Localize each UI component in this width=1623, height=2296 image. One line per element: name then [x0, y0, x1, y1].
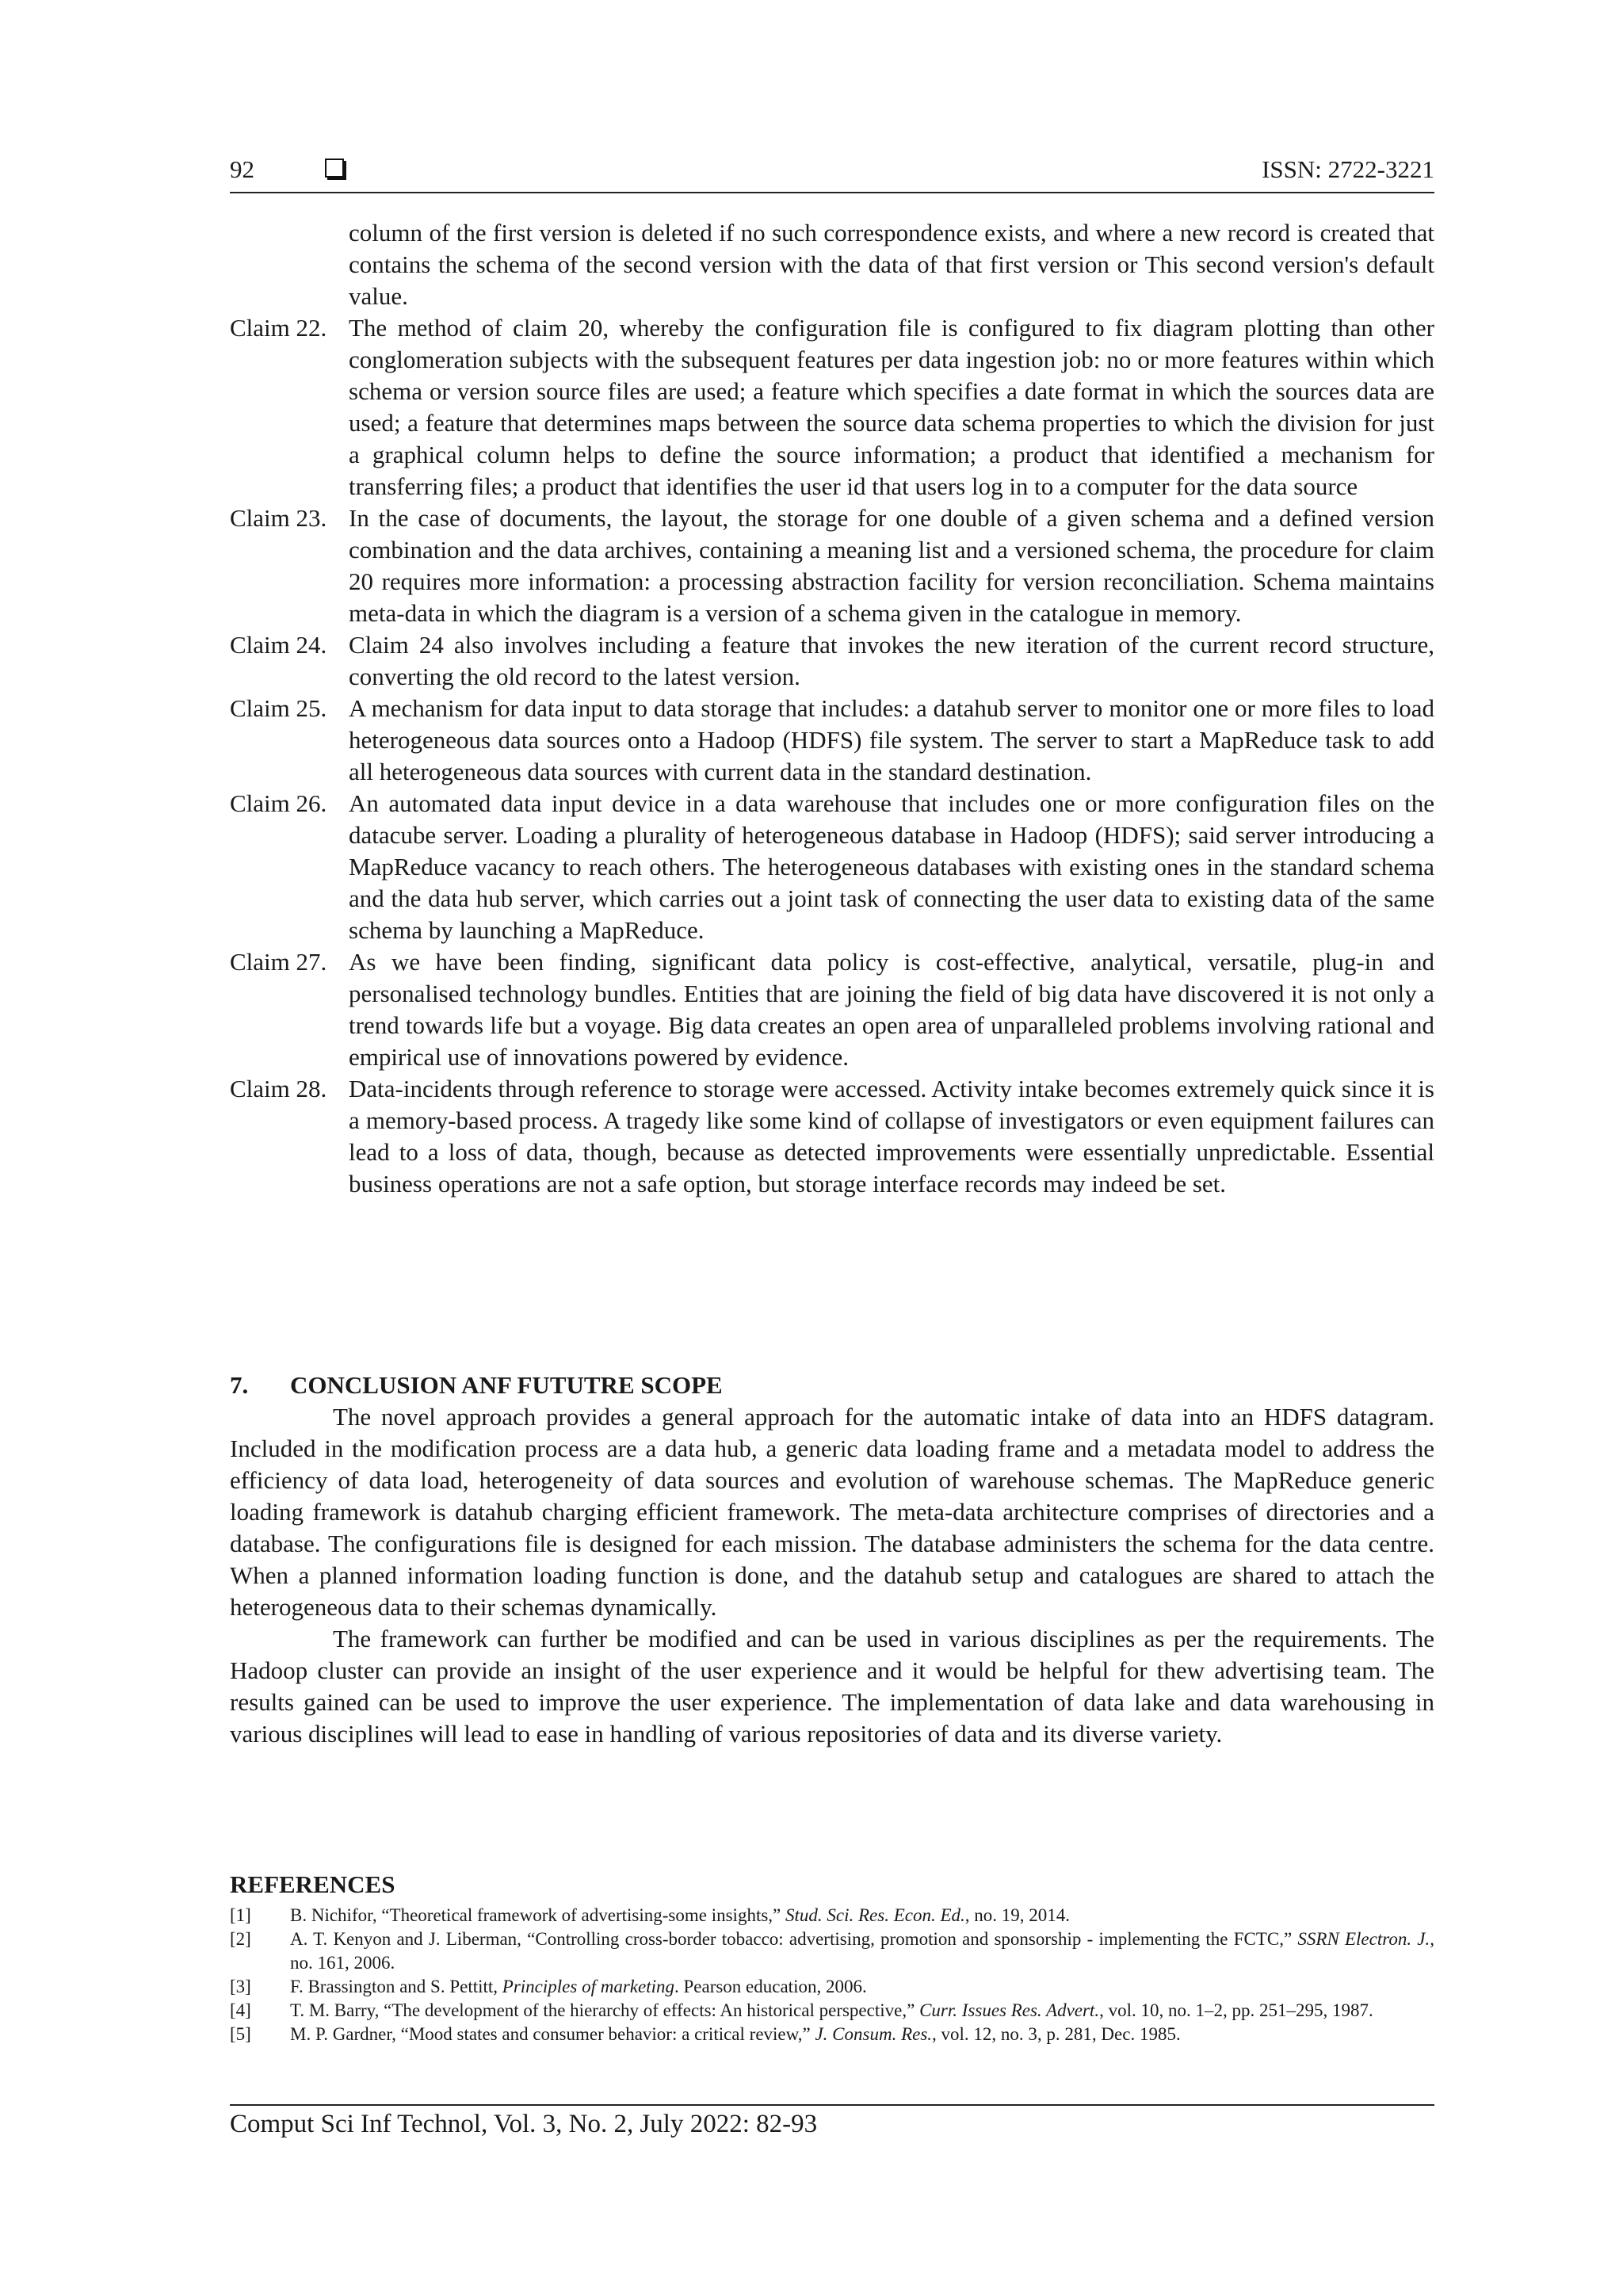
reference-venue: SSRN Electron. J.: [1297, 1929, 1430, 1949]
reference-item: [230, 1999, 1434, 2023]
page-header: [230, 155, 1434, 190]
claim-label: Claim 28.: [230, 1075, 327, 1102]
checkbox-square-icon: [325, 159, 344, 178]
reference-details: , vol. 12, no. 3, p. 281, Dec. 1985.: [932, 2024, 1181, 2044]
section-number: 7.: [230, 1371, 249, 1399]
claims-list: [230, 217, 1434, 1200]
reference-number: [3]: [230, 1977, 251, 1996]
reference-details: , no. 161, 2006.: [290, 1929, 1434, 1973]
claim-label: Claim 22.: [230, 314, 327, 342]
reference-authors-title: B. Nichifor, “Theoretical framework of advertising-some insights,”: [290, 1905, 785, 1925]
claim-25: [230, 693, 1434, 788]
footer-rule: [230, 2104, 1434, 2106]
reference-number: [2]: [230, 1929, 251, 1949]
reference-text: [290, 1927, 1434, 1975]
references-heading: REFERENCES: [230, 1870, 395, 1898]
paragraph: The novel approach provides a general approach for the automatic intake of data into an HDFS datagram. Included in the modification process are a data hub, a generic data loading frame and a metadata model to address the efficiency of data load, heterogeneity of data sources and evolution of warehouse schemas. The MapReduce generic loading framework is datahub charging efficient framework. The meta-data architecture comprises of directories and a database. The configurations file is designed for each mission. The database administers the schema for the data centre. When a planned information loading function is done, and the datahub setup and catalogues are shared to attach the heterogeneous data to their schemas dynamically.: [230, 1403, 1434, 1621]
reference-item: [230, 2023, 1434, 2046]
reference-venue: Stud. Sci. Res. Econ. Ed.: [785, 1905, 965, 1925]
reference-authors-title: A. T. Kenyon and J. Liberman, “Controlling cross-border tobacco: advertising, promotion and sponsorship - implementing the FCTC,”: [290, 1929, 1298, 1949]
claim-text: Data-incidents through reference to storage were accessed. Activity intake becomes extremely quick since it is a memory-based process. A tragedy like some kind of collapse of investigators or even equipment failures can lead to a loss of data, though, because as detected improvements were essentially unpredictable. Essential business operations are not a safe option, but storage interface records may indeed be set.: [349, 1075, 1434, 1198]
header-rule: [230, 192, 1434, 193]
reference-number: [1]: [230, 1905, 251, 1925]
claim-label: Claim 23.: [230, 504, 327, 532]
reference-venue: Curr. Issues Res. Advert.: [919, 2000, 1100, 2020]
claim-text: In the case of documents, the layout, the storage for one double of a given schema and a defined version combination and the data archives, containing a meaning list and a versioned schema, the procedure for claim 20 requires more information: a processing abstraction facility for version reconciliation. Schema maintains meta-data in which the diagram is a version of a schema given in the catalogue in memory.: [349, 504, 1434, 627]
claim-text: As we have been finding, significant data policy is cost-effective, analytical, versatile, plug-in and personalised technology bundles. Entities that are joining the field of big data have discovered it is not only a trend towards life but a voyage. Big data creates an open area of unparalleled problems involving rational and empirical use of innovations powered by evidence.: [349, 948, 1434, 1071]
claim-label: Claim 24.: [230, 631, 327, 659]
reference-item: [230, 1927, 1434, 1975]
section-title: CONCLUSION ANF FUTUTRE SCOPE: [290, 1371, 723, 1399]
reference-number: [4]: [230, 2000, 251, 2020]
reference-item: [230, 1975, 1434, 1999]
reference-authors-title: T. M. Barry, “The development of the hierarchy of effects: An historical perspective,”: [290, 2000, 920, 2020]
reference-text: [290, 1999, 1434, 2023]
section-heading: [230, 1370, 1434, 1401]
claim-text: An automated data input device in a data warehouse that includes one or more configuration files on the datacube server. Loading a plurality of heterogeneous database in Hadoop (HDFS); said server introducing a MapReduce vacancy to reach others. The heterogeneous databases with existing ones in the standard schema and the data hub server, which carries out a joint task of connecting the user data to existing data of the same schema by launching a MapReduce.: [349, 789, 1434, 944]
claim-text: column of the first version is deleted if no such correspondence exists, and where a new record is created that contains the schema of the second version with the data of that first version or This second version's default value.: [349, 219, 1434, 310]
reference-authors-title: F. Brassington and S. Pettitt,: [290, 1977, 502, 1996]
reference-details: , no. 19, 2014.: [964, 1905, 1071, 1925]
claim-text: The method of claim 20, whereby the configuration file is configured to fix diagram plotting than other conglomeration subjects with the subsequent features per data ingestion job: no or more features within which schema or version source files are used; a feature which specifies a date format in which the sources data are used; a feature that determines maps between the source data schema properties to which the division for just a graphical column helps to define the source information; a product that identified a mechanism for transferring files; a product that identifies the user id that users log in to a computer for the data source: [349, 314, 1434, 500]
claim-28: [230, 1073, 1434, 1200]
reference-details: . Pearson education, 2006.: [674, 1977, 867, 1996]
reference-text: [290, 2023, 1434, 2046]
page-number: 92: [230, 155, 254, 183]
reference-details: , vol. 10, no. 1–2, pp. 251–295, 1987.: [1099, 2000, 1373, 2020]
conclusion-section: [230, 1370, 1434, 1750]
issn: ISSN: 2722-3221: [1262, 155, 1434, 183]
reference-text: [290, 1904, 1434, 1927]
claim-continuation: [230, 217, 1434, 312]
claim-26: [230, 788, 1434, 946]
claim-text: A mechanism for data input to data storage that includes: a datahub server to monitor one or more files to load heterogeneous data sources onto a Hadoop (HDFS) file system. The server to start a MapReduce task to add all heterogeneous data sources with current data in the standard destination.: [349, 694, 1434, 785]
claim-23: [230, 502, 1434, 629]
claim-text: Claim 24 also involves including a feature that invokes the new iteration of the current record structure, converting the old record to the latest version.: [349, 631, 1434, 690]
claim-label: Claim 27.: [230, 948, 327, 976]
reference-authors-title: M. P. Gardner, “Mood states and consumer behavior: a critical review,”: [290, 2024, 815, 2044]
claim-label: Claim 25.: [230, 694, 327, 722]
reference-venue: Principles of marketing: [502, 1977, 674, 1996]
reference-venue: J. Consum. Res.: [815, 2024, 933, 2044]
reference-number: [5]: [230, 2024, 251, 2044]
paragraph: The framework can further be modified and can be used in various disciplines as per the requirements. The Hadoop cluster can provide an insight of the user experience and it would be helpful for thew advertising team. The results gained can be used to improve the user experience. The implementation of data lake and data warehousing in various disciplines will lead to ease in handling of various repositories of data and its diverse variety.: [230, 1625, 1434, 1748]
claim-27: [230, 946, 1434, 1073]
claim-label: Claim 26.: [230, 789, 327, 817]
references-section: [230, 1869, 1434, 2046]
reference-text: [290, 1975, 1434, 1999]
claim-24: [230, 629, 1434, 693]
reference-item: [230, 1904, 1434, 1927]
journal-citation: Comput Sci Inf Technol, Vol. 3, No. 2, July 2022: 82-93: [230, 2110, 818, 2138]
claim-22: [230, 312, 1434, 502]
